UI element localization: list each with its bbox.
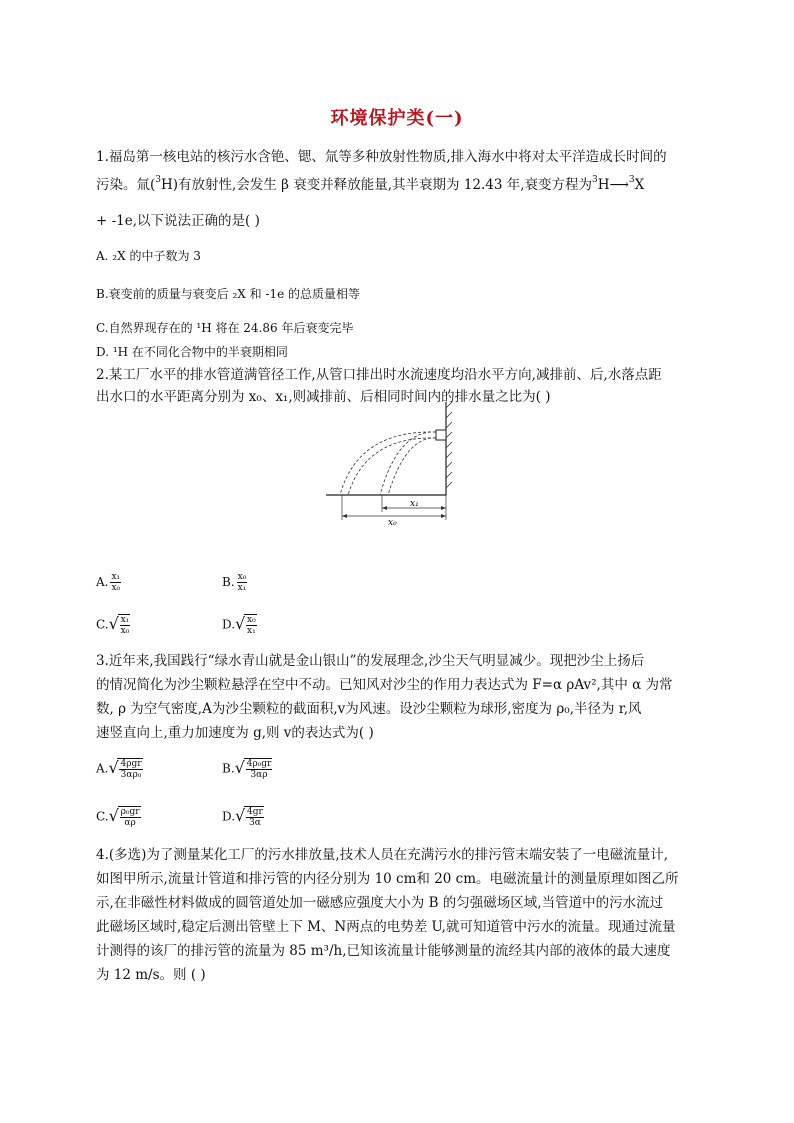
- q2-option-d: D. √ $\frac{\text{x₀}}{\text{x₁}}$: [222, 614, 256, 636]
- q1-option-a: A. ₂X 的中子数为 3: [96, 249, 201, 263]
- q3-option-c: C. √ $\frac{\text{ρ₀gr}}{\alpha\rho}$: [96, 806, 140, 828]
- q2-option-c: C. √ $\frac{\text{x₁}}{\text{x₀}}$: [96, 614, 130, 636]
- q4-line2: 如图甲所示,流量计管道和排污管的内径分别为 10 cm和 20 cm。电磁流量计的测量原理如图乙所: [96, 871, 679, 887]
- q3-option-a: A. √ $\frac{\text{4ρgr}}{\text{3αρ₀}}$: [96, 758, 142, 780]
- q3-line1: 3.近年来,我国践行“绿水青山就是金山银山”的发展理念,沙尘天气明显减少。现把沙尘上扬后: [96, 653, 645, 669]
- label-x1: x₁: [410, 499, 419, 509]
- q3-line4: 速竖直向上,重力加速度为 g,则 v的表达式为( ): [96, 725, 374, 741]
- label-x0: x₀: [388, 518, 397, 528]
- q2-diagram: [318, 400, 468, 528]
- page-title: 环境保护类(一): [330, 108, 464, 129]
- q3-option-d: D. √ $\frac{4gr}{3\alpha}$: [222, 806, 263, 828]
- q1-option-d: D. ¹H 在不同化合物中的半衰期相同: [96, 345, 288, 359]
- pipe-outlet: [436, 430, 446, 440]
- q2-option-a: A. $\frac{\text{x₁}}{\text{x₀}}$: [96, 572, 121, 593]
- q3-line2: 的情况简化为沙尘颗粒悬浮在空中不动。已知风对沙尘的作用力表达式为 F=α ρAv²,其中 α 为常: [96, 677, 673, 693]
- q3-line3: 数, ρ 为空气密度,A为沙尘颗粒的截面积,v为风速。设沙尘颗粒为球形,密度为 ρ₀,半径为 r,风: [96, 701, 642, 717]
- q2-line1: 2.某工厂水平的排水管道满管径工作,从管口排出时水流速度均沿水平方向,减排前、后,水落点距: [96, 367, 662, 383]
- water-jet-after: [380, 432, 436, 495]
- water-jet-before: [340, 432, 436, 495]
- q4-line6: 为 12 m/s。则 ( ): [96, 967, 206, 983]
- q4-line4: 此磁场区域时,稳定后测出管壁上下 M、N两点的电势差 U,就可知道管中污水的流量。现通过流量: [96, 919, 676, 935]
- q2-line2: 出水口的水平距离分别为 x₀、x₁,则减排前、后相同时间内的排水量之比为( ): [96, 389, 551, 405]
- q4-line3: 示,在非磁性材料做成的圆管道处加一磁感应强度大小为 B 的匀强磁场区域,当管道中的污水流过: [96, 895, 664, 911]
- q1-line1: 1.福岛第一核电站的核污水含铯、锶、氚等多种放射性物质,排入海水中将对太平洋造成长时间的: [96, 149, 667, 165]
- q1-line3: + -1e,以下说法正确的是( ): [96, 213, 260, 229]
- q4-line1: 4.(多选)为了测量某化工厂的污水排放量,技术人员在充满污水的排污管末端安装了一电磁流量计,: [96, 847, 668, 863]
- q1-line2: 污染。氚($^3$H)有放射性,会发生 β 衰变并释放能量,其半衰期为 12.43 年,衰变方程为$^3$H⟶$^3$X: [96, 175, 645, 193]
- q1-option-c: C.自然界现存在的 ¹H 将在 24.86 年后衰变完毕: [96, 321, 354, 335]
- q1-option-b: B.衰变前的质量与衰变后 ₂X 和 -1e 的总质量相等: [96, 287, 361, 301]
- q2-option-b: B. $\frac{\text{x₀}}{\text{x₁}}$: [222, 572, 247, 593]
- q3-option-b: B. √ $\frac{\text{4ρ₀gr}}{3\alpha\rho}$: [222, 758, 272, 780]
- q4-line5: 计测得的该厂的排污管的流量为 85 m³/h,已知该流量计能够测量的流经其内部的液体的最大速度: [96, 943, 671, 959]
